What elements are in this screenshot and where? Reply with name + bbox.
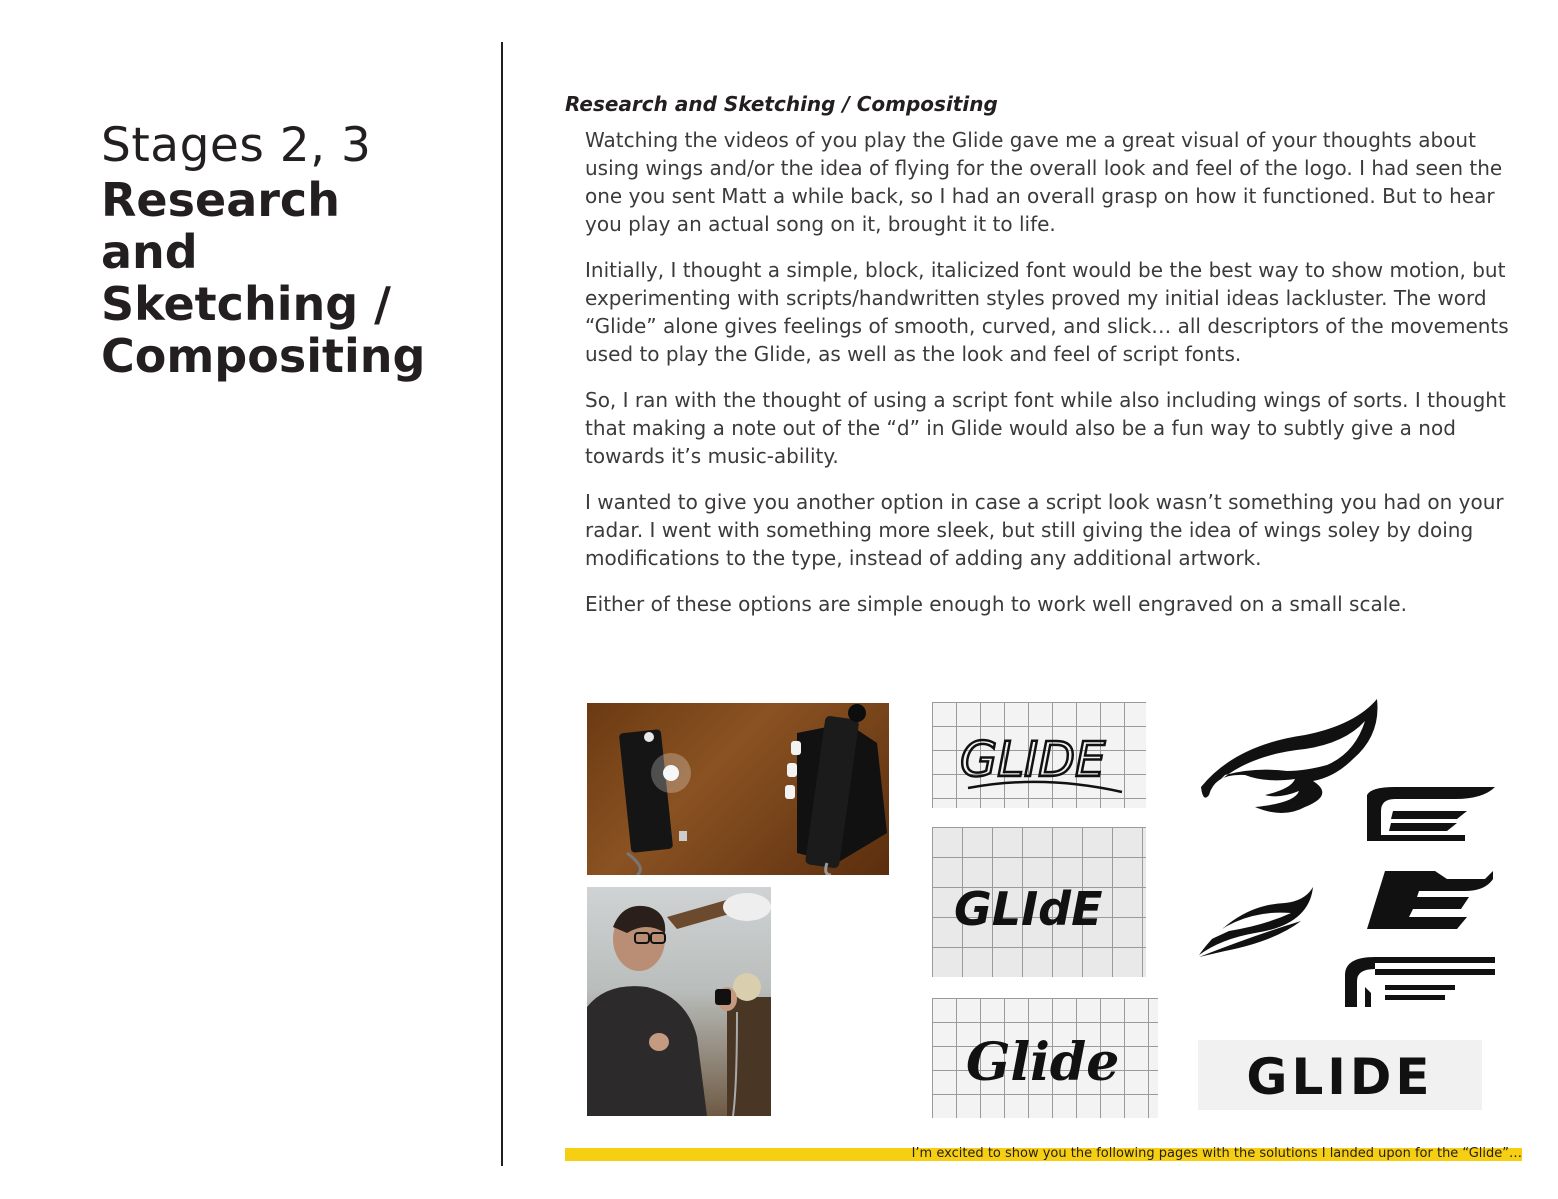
stage-title-line: Sketching / [101,277,391,331]
glide-wordmark-text: GLIDE [1246,1048,1434,1106]
body-text [585,126,1515,636]
sketch-3-text: Glide [966,1032,1120,1093]
stage-title-line: and [101,225,198,279]
sketch-note-letters [932,827,1146,977]
stage-label: Stages 2, 3 [101,118,372,173]
footer-text: I’m excited to show you the following pages with the solutions I landed upon for the “Glide”… [911,1146,1522,1161]
stage-header [101,118,481,382]
stage-title-line: Compositing [101,329,426,383]
paragraph: Either of these options are simple enough to work well engraved on a small scale. [585,592,1407,616]
glide-wordmark [1198,1040,1482,1110]
paragraph: So, I ran with the thought of using a script font while also including wings of sorts. I thought that making a note out of the “d” in Glide would also be a fun way to subtly give a nod towards it’s music-ability. [585,388,1506,468]
player-photo [587,887,771,1116]
e-wing-icon-2 [1367,871,1493,929]
sketch-block-letters [932,702,1146,808]
paragraph: Initially, I thought a simple, block, italicized font would be the best way to show motion, but experimenting with scripts/handwritten styles proved my initial ideas lackluster. The word “Glide” alone gives feelings of smooth, curved, and slick… all descriptors of the movements used to play the Glide, as well as the look and feel of script fonts. [585,258,1509,366]
large-wing-icon [1201,699,1378,813]
vertical-divider [501,42,503,1166]
wing-logo-concepts [1195,695,1505,1025]
speed-lines-icon [1345,957,1495,1007]
e-wing-icon-1 [1367,787,1495,841]
glide-device-photo [587,703,889,875]
feather-wing-icon [1199,887,1313,957]
sketch-1-text: GLIDE [960,732,1106,788]
paragraph: I wanted to give you another option in case a script look wasn’t something you had on your radar. I went with something more sleek, but still giving the idea of wings soley by doing modifications to the type, instead of adding any additional artwork. [585,490,1504,570]
paragraph: Watching the videos of you play the Glide gave me a great visual of your thoughts about using wings and/or the idea of flying for the overall look and feel of the logo. I had seen the one you sent Matt a while back, so I had an overall grasp on how it functioned. But to hear you play an actual song on it, brought it to life. [585,128,1503,236]
stage-title [101,174,481,382]
stage-title-line: Research [101,173,340,227]
sketch-2-text: GLIdE [954,882,1103,936]
sketch-script [932,998,1158,1118]
section-heading: Research and Sketching / Compositing [565,92,998,116]
footer-bar [565,1148,1522,1161]
